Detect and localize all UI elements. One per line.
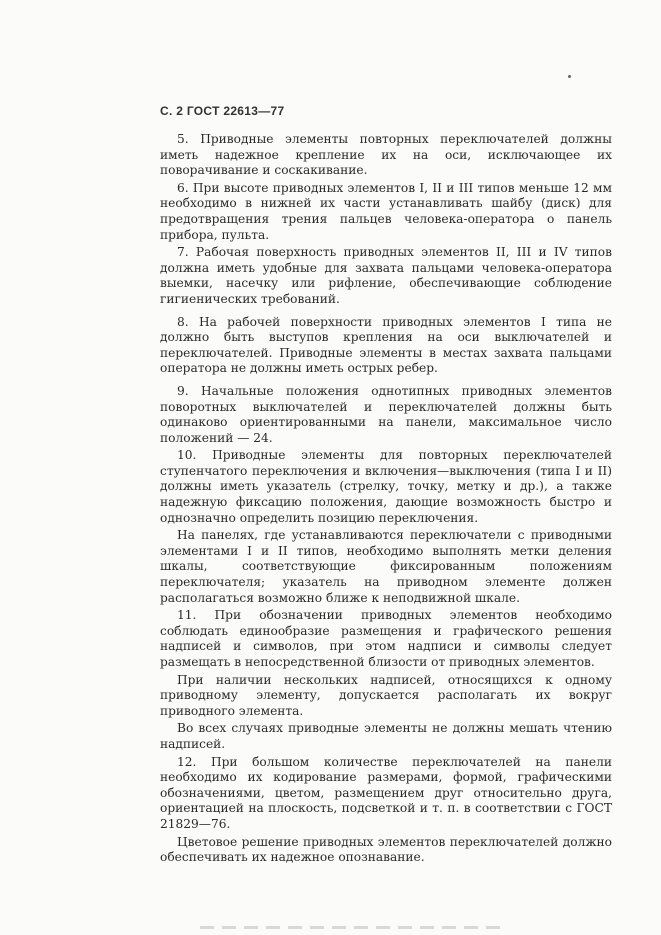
margin-mark: [568, 75, 571, 78]
paragraph-10-cont: На панелях, где устанавливаются переключатели с приводными элементами I и II типов, необходимо выполнять метки деления шкалы, соответствующие фиксированным положениям переключателя; указатель на приводном элементе должен располагаться возможно ближе к неподвижной шкале.: [160, 528, 612, 605]
page-header: С. 2 ГОСТ 22613—77: [160, 104, 285, 118]
paragraph-5: 5. Приводные элементы повторных переключателей должны иметь надежное крепление их на оси, исключающее их поворачивание и соскакивание.: [160, 132, 612, 178]
paragraph-12-cont: Цветовое решение приводных элементов переключателей должно обеспечивать их надежное опознавание.: [160, 834, 612, 865]
body-text: [160, 132, 612, 866]
paragraph-8: 8. На рабочей поверхности приводных элементов I типа не должно быть выступов крепления на оси выключателей и переключателей. Приводные элементы в местах захвата пальцами оператора не должны иметь острых ребер.: [160, 314, 612, 376]
paragraph-12: 12. При большом количестве переключателей на панели необходимо их кодирование размерами, формой, графическими обозначениями, цветом, размещением друг относительно друга, ориентацией на плоскость, подсветкой и т. п. в соответствии с ГОСТ 21829—76.: [160, 754, 612, 831]
paragraph-6: 6. При высоте приводных элементов I, II и III типов меньше 12 мм необходимо в нижней их части устанавливать шайбу (диск) для предотвращения трения пальцев человека-оператора о панель прибора, пульта.: [160, 180, 612, 242]
paragraph-11-cont-2: Во всех случаях приводные элементы не должны мешать чтению надписей.: [160, 721, 612, 751]
paragraph-9: 9. Начальные положения однотипных приводных элементов поворотных выключателей и переключателей должны быть одинаково ориентированными на панели, максимальное число положений — 24.: [160, 383, 612, 445]
paragraph-7: 7. Рабочая поверхность приводных элементов II, III и IV типов должна иметь удобные для захвата пальцами человека-оператора выемки, насечку или рифление, обеспечивающие соблюдение гигиенических требований.: [160, 245, 612, 306]
paragraph-10: 10. Приводные элементы для повторных переключателей ступенчатого переключения и включения—выключения (типа I и II) должны иметь указатель (стрелку, точку, метку и др.), а также надежную фиксацию положения, дающие возможность быстро и однозначно определить позицию переключения.: [160, 448, 612, 525]
scan-artifact-footer: [200, 926, 500, 929]
paragraph-11-cont-1: При наличии нескольких надписей, относящихся к одному приводному элементу, допускается располагать их вокруг приводного элемента.: [160, 672, 612, 718]
paragraph-11: 11. При обозначении приводных элементов необходимо соблюдать единообразие размещения и графического решения надписей и символов, при этом надписи и символы следует размещать в непосредственной близости от приводных элементов.: [160, 608, 612, 669]
